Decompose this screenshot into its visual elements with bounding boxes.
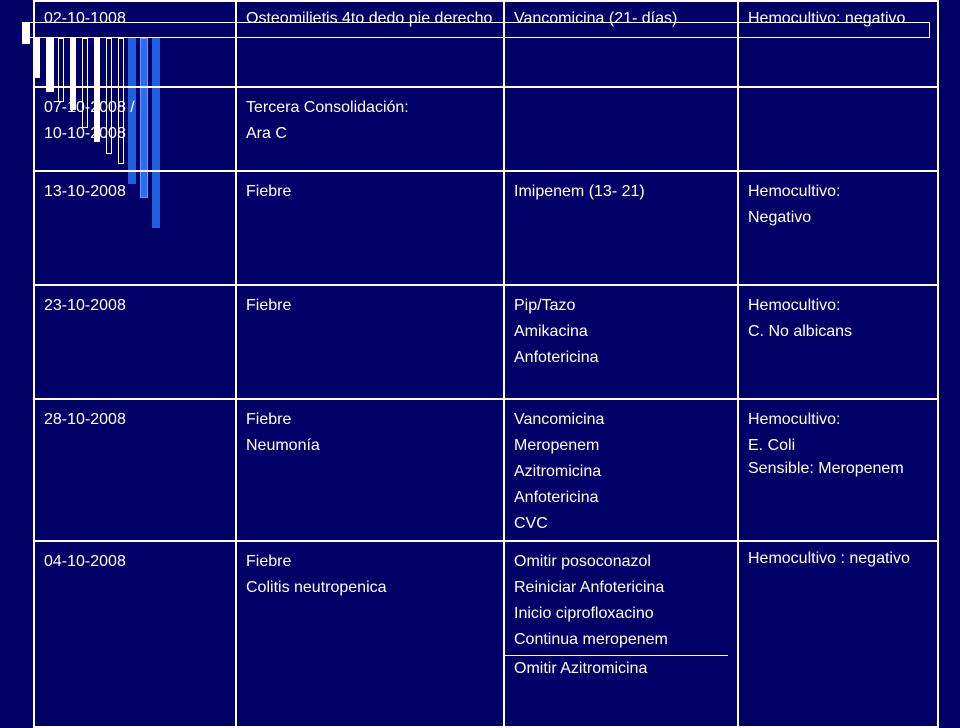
- event-cell: Fiebre: [236, 171, 504, 285]
- date-cell: 02-10-1008: [34, 1, 236, 87]
- date-cell: 13-10-2008: [34, 171, 236, 285]
- event-cell: Fiebre Colitis neutropenica: [236, 541, 504, 727]
- date-cell: 04-10-2008: [34, 541, 236, 727]
- event-cell: Osteomilietis 4to dedo pie derecho: [236, 1, 504, 87]
- culture-cell: Hemocultivo : negativo: [738, 541, 938, 727]
- event-cell: Tercera Consolidación: Ara C: [236, 87, 504, 171]
- culture-cell: Hemocultivo: Negativo: [738, 171, 938, 285]
- table-row: [34, 285, 938, 399]
- treatment-cell: Vancomicina Meropenem Azitromicina Anfotericina CVC: [504, 399, 738, 541]
- table-row: [34, 399, 938, 541]
- date-cell: 23-10-2008: [34, 285, 236, 399]
- treatment-cell: Vancomicina (21- días): [504, 1, 738, 87]
- table-row: [34, 171, 938, 285]
- treatment-cell: [504, 87, 738, 171]
- clinical-timeline-table: [33, 0, 939, 728]
- culture-cell: Hemocultivo: E. Coli Sensible: Meropenem: [738, 399, 938, 541]
- treatment-cell: Pip/Tazo Amikacina Anfotericina: [504, 285, 738, 399]
- event-cell: Fiebre: [236, 285, 504, 399]
- table-row: [34, 87, 938, 171]
- culture-cell: Hemocultivo: negativo: [738, 1, 938, 87]
- decorative-bar: [22, 22, 30, 44]
- date-cell: 28-10-2008: [34, 399, 236, 541]
- event-cell: Fiebre Neumonía: [236, 399, 504, 541]
- treatment-cell: Omitir posoconazol Reiniciar Anfotericina Inicio ciprofloxacino Continua meropenem Omitir Azitromicina: [504, 541, 738, 727]
- table-row: [34, 1, 938, 87]
- table-row: [34, 541, 938, 727]
- date-cell: 07-10-2008 / 10-10-2008: [34, 87, 236, 171]
- treatment-cell: Imipenem (13- 21): [504, 171, 738, 285]
- culture-cell: Hemocultivo: C. No albicans: [738, 285, 938, 399]
- culture-cell: [738, 87, 938, 171]
